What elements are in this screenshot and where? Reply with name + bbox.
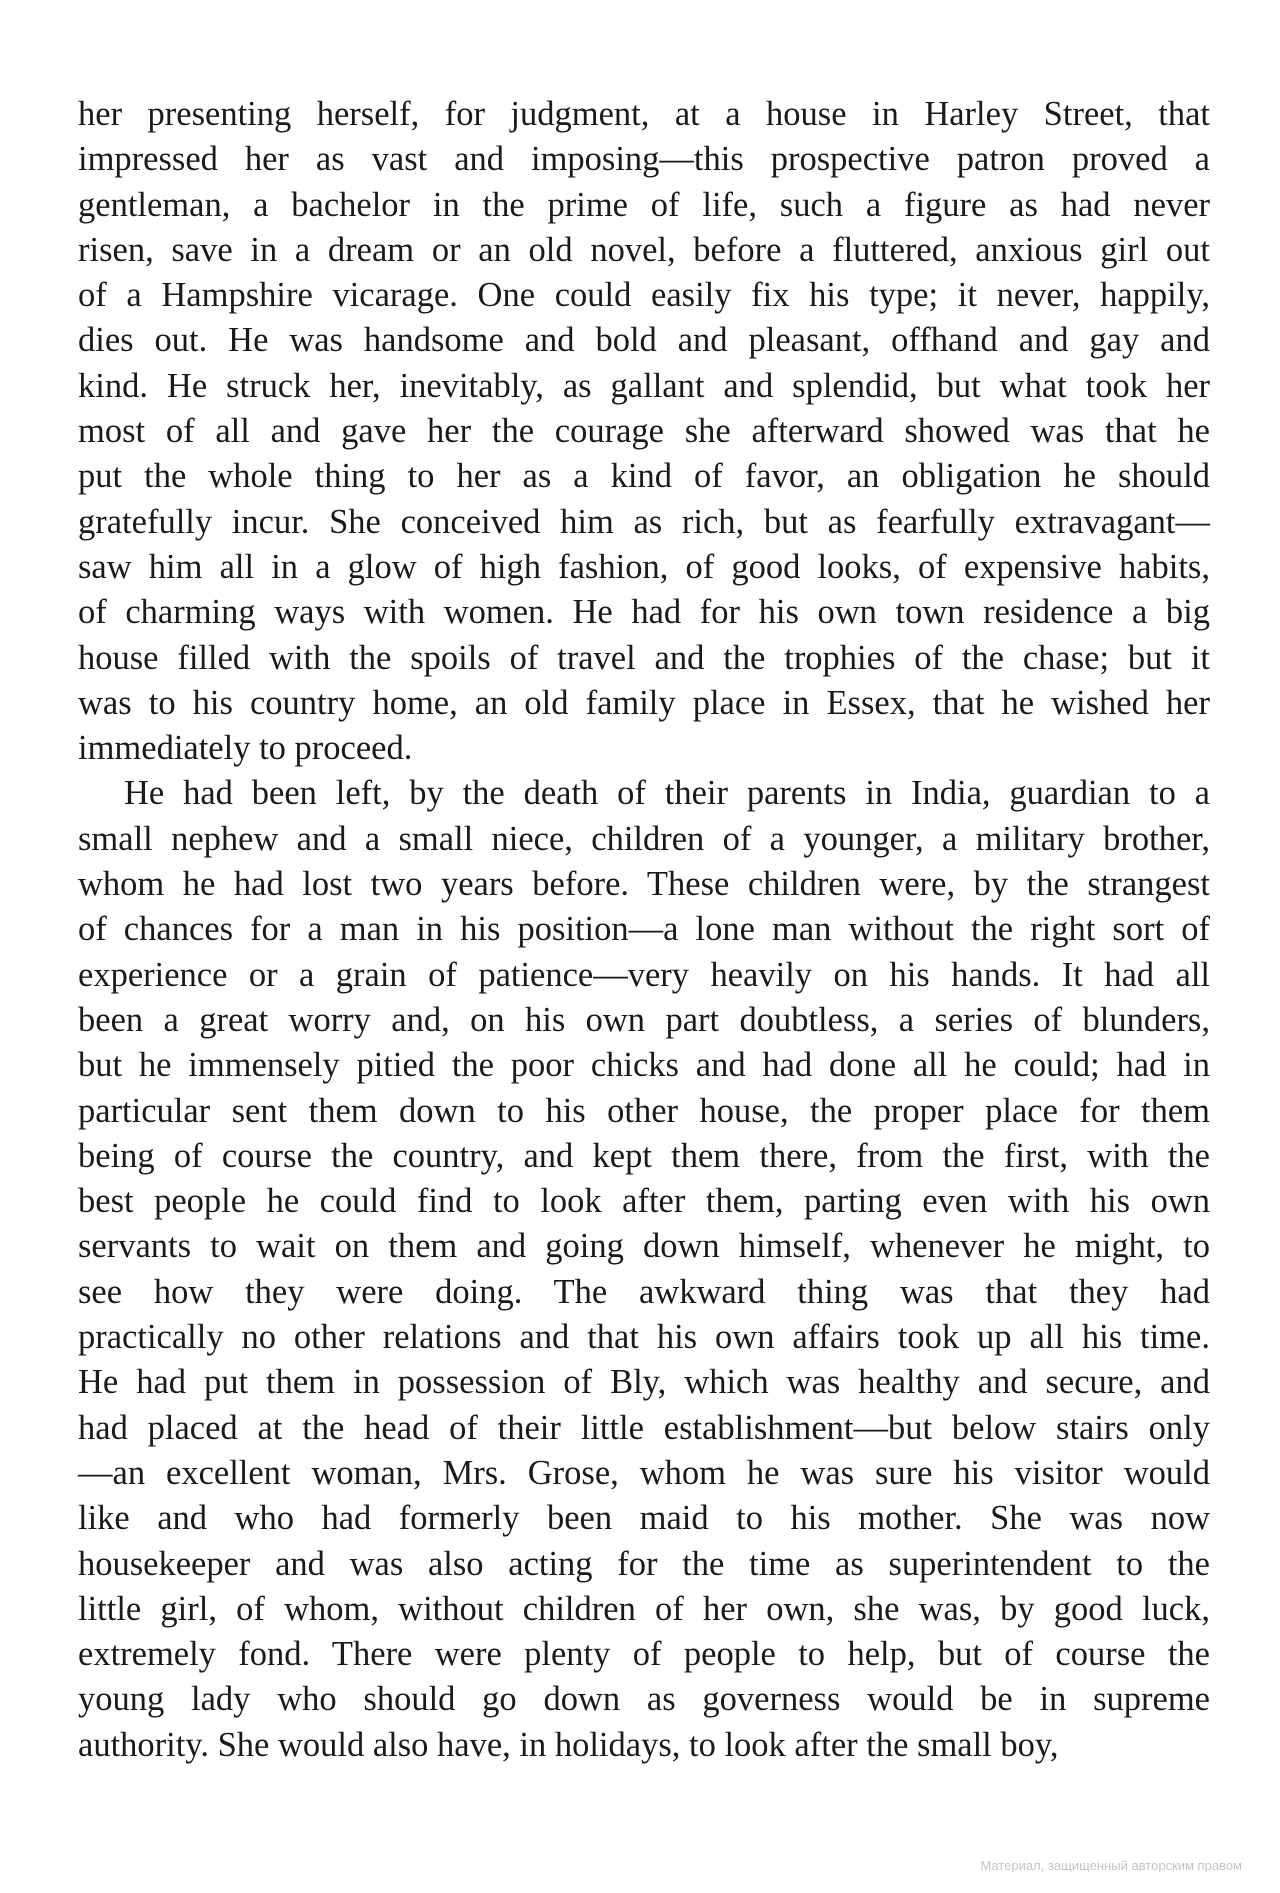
- text-line: dies out. He was handsome and bold and pleasant, offhand and gay and: [78, 321, 1210, 360]
- text-line: of chances for a man in his position—a lone man without the right sort of: [78, 910, 1210, 949]
- text-line: house filled with the spoils of travel and the trophies of the chase; but it: [78, 638, 1210, 677]
- text-line: young lady who should go down as governess would be in supreme: [78, 1680, 1210, 1719]
- text-line: put the whole thing to her as a kind of favor, an obligation he should: [78, 457, 1210, 496]
- text-line: practically no other relations and that his own affairs took up all his time.: [78, 1318, 1210, 1357]
- text-line: He had put them in possession of Bly, which was healthy and secure, and: [78, 1363, 1210, 1402]
- text-line: being of course the country, and kept them there, from the first, with the: [78, 1136, 1210, 1175]
- text-line: most of all and gave her the courage she afterward showed was that he: [78, 412, 1210, 451]
- text-line: like and who had formerly been maid to his mother. She was now: [78, 1499, 1210, 1538]
- text-line: impressed her as vast and imposing—this prospective patron proved a: [78, 140, 1210, 179]
- text-line: of charming ways with women. He had for his own town residence a big: [78, 593, 1210, 632]
- text-line: been a great worry and, on his own part doubtless, a series of blunders,: [78, 1000, 1210, 1039]
- text-line: —an excellent woman, Mrs. Grose, whom he was sure his visitor would: [78, 1453, 1210, 1492]
- copyright-watermark: Материал, защищенный авторским правом: [980, 1858, 1242, 1873]
- text-line: gentleman, a bachelor in the prime of life, such a figure as had never: [78, 185, 1210, 224]
- text-line: servants to wait on them and going down himself, whenever he might, to: [78, 1227, 1210, 1266]
- text-line: was to his country home, an old family place in Essex, that he wished her: [78, 683, 1210, 722]
- text-line: small nephew and a small niece, children of a younger, a military brother,: [78, 819, 1210, 858]
- text-line: risen, save in a dream or an old novel, before a fluttered, anxious girl out: [78, 230, 1210, 269]
- text-line: see how they were doing. The awkward thing was that they had: [78, 1272, 1210, 1311]
- text-line: experience or a grain of patience—very heavily on his hands. It had all: [78, 955, 1210, 994]
- text-line: extremely fond. There were plenty of people to help, but of course the: [78, 1635, 1210, 1674]
- text-line: had placed at the head of their little establishment—but below stairs only: [78, 1408, 1210, 1447]
- text-line: saw him all in a glow of high fashion, of good looks, of expensive habits,: [78, 547, 1210, 586]
- text-line: gratefully incur. She conceived him as rich, but as fearfully extravagant—: [78, 502, 1210, 541]
- text-line: He had been left, by the death of their parents in India, guardian to a: [124, 774, 1210, 813]
- paragraph: [78, 771, 1210, 1768]
- text-line: little girl, of whom, without children of her own, she was, by good luck,: [78, 1589, 1210, 1628]
- text-line: of a Hampshire vicarage. One could easily fix his type; it never, happily,: [78, 276, 1210, 315]
- text-line: but he immensely pitied the poor chicks and had done all he could; had in: [78, 1046, 1210, 1085]
- text-line: whom he had lost two years before. These children were, by the strangest: [78, 865, 1210, 904]
- text-line: kind. He struck her, inevitably, as gallant and splendid, but what took her: [78, 366, 1210, 405]
- text-line: authority. She would also have, in holidays, to look after the small boy,: [78, 1725, 1059, 1764]
- text-line: best people he could find to look after them, parting even with his own: [78, 1182, 1210, 1221]
- text-line: particular sent them down to his other house, the proper place for them: [78, 1091, 1210, 1130]
- body-text: [78, 92, 1210, 1768]
- paragraph: [78, 92, 1210, 771]
- text-line: housekeeper and was also acting for the time as superintendent to the: [78, 1544, 1210, 1583]
- text-line: immediately to proceed.: [78, 729, 413, 768]
- text-line: her presenting herself, for judgment, at a house in Harley Street, that: [78, 95, 1210, 133]
